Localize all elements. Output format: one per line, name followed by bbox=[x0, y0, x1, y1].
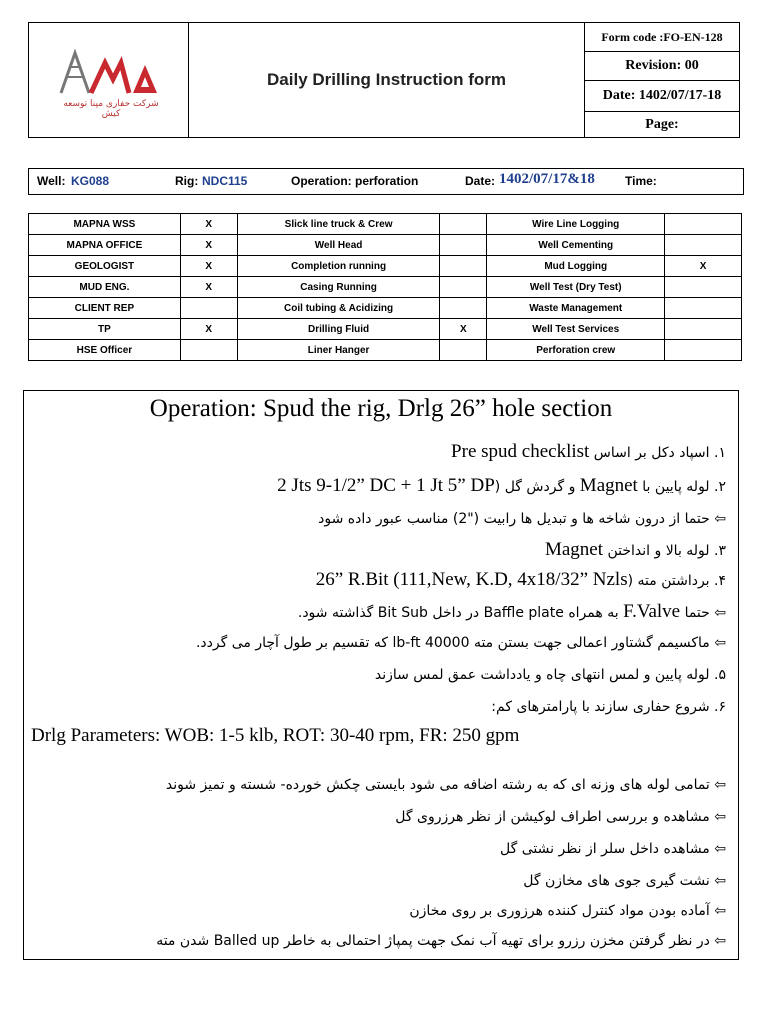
step-5: ۵. لوله پایین و لمس انتهای چاه و یادداشت عمق لمس سازند bbox=[374, 667, 726, 683]
label-cell: Well Test (Dry Test) bbox=[487, 277, 665, 298]
label-cell: Wire Line Logging bbox=[487, 214, 665, 235]
step-6: ۶. شروع حفاری سازند با پارامترهای کم: bbox=[491, 699, 726, 715]
check-cell bbox=[440, 214, 487, 235]
header-date: Date: 1402/07/17-18 bbox=[585, 81, 739, 112]
note-2: ⇦ مشاهده و بررسی اطراف لوکیشن از نظر هرزروی گل bbox=[395, 809, 726, 825]
label-cell: GEOLOGIST bbox=[29, 256, 181, 277]
page-number: Page: bbox=[645, 116, 679, 132]
form-code: Form code :FO-EN-128 bbox=[585, 23, 739, 52]
check-cell bbox=[665, 340, 742, 361]
table-row bbox=[29, 298, 742, 319]
date-value: 1402/07/17&18 bbox=[499, 171, 595, 187]
label-cell: Well Test Services bbox=[487, 319, 665, 340]
note-4: ⇦ نشت گیری جوی های مخازن گل bbox=[523, 873, 726, 889]
check-cell bbox=[440, 235, 487, 256]
crew-table bbox=[28, 213, 742, 361]
check-cell: X bbox=[180, 214, 237, 235]
label-cell: Perforation crew bbox=[487, 340, 665, 361]
table-row bbox=[29, 214, 742, 235]
drilling-parameters: Drlg Parameters: WOB: 1-5 klb, ROT: 30-40 rpm, FR: 250 gpm bbox=[31, 725, 520, 746]
operation-box bbox=[23, 390, 739, 960]
check-cell bbox=[440, 298, 487, 319]
operation-label: Operation: perforation bbox=[291, 174, 419, 188]
table-row bbox=[29, 235, 742, 256]
note-5: ⇦ آماده بودن مواد کنترل کننده هرزوری بر روی مخازن bbox=[409, 903, 726, 919]
check-cell bbox=[665, 277, 742, 298]
check-cell bbox=[665, 214, 742, 235]
check-cell bbox=[440, 340, 487, 361]
date-label: Date: bbox=[465, 174, 496, 188]
label-cell: HSE Officer bbox=[29, 340, 181, 361]
well-label: Well: bbox=[37, 174, 66, 188]
label-cell: CLIENT REP bbox=[29, 298, 181, 319]
form-title: Daily Drilling Instruction form bbox=[189, 23, 585, 137]
form-header bbox=[28, 22, 740, 138]
label-cell: Mud Logging bbox=[487, 256, 665, 277]
label-cell: Well Head bbox=[237, 235, 440, 256]
note-3: ⇦ مشاهده داخل سلر از نظر نشتی گل bbox=[500, 841, 726, 857]
label-cell: TP bbox=[29, 319, 181, 340]
check-cell bbox=[440, 277, 487, 298]
check-cell: X bbox=[180, 235, 237, 256]
table-row bbox=[29, 277, 742, 298]
step-4-note-2: ⇦ ماکسیمم گشتاور اعمالی جهت بستن مته 40000 lb-ft که تقسیم بر طول آچار می گردد. bbox=[195, 635, 726, 651]
label-cell: MAPNA OFFICE bbox=[29, 235, 181, 256]
well-info-row bbox=[28, 168, 744, 195]
well-value: KG088 bbox=[71, 174, 110, 188]
table-row bbox=[29, 340, 742, 361]
check-cell bbox=[665, 235, 742, 256]
logo-caption: شرکت حفاری مپنا توسعه کیش bbox=[63, 99, 159, 119]
label-cell: Casing Running bbox=[237, 277, 440, 298]
table-row bbox=[29, 319, 742, 340]
label-cell: Slick line truck & Crew bbox=[237, 214, 440, 235]
rig-label: Rig: bbox=[175, 174, 199, 188]
label-cell: Completion running bbox=[237, 256, 440, 277]
company-logo-icon bbox=[57, 49, 161, 97]
step-1: ۱. اسپاد دکل بر اساس Pre spud checklist bbox=[451, 441, 726, 462]
check-cell: X bbox=[665, 256, 742, 277]
check-cell: X bbox=[180, 319, 237, 340]
revision: Revision: 00 bbox=[585, 52, 739, 81]
rig-value: NDC115 bbox=[202, 174, 248, 188]
label-cell: Coil tubing & Acidizing bbox=[237, 298, 440, 319]
label-cell: Liner Hanger bbox=[237, 340, 440, 361]
step-3: ۳. لوله بالا و انداختن Magnet bbox=[544, 539, 726, 560]
step-2-note: ⇦ حتما از درون شاخه ها و تبدیل ها رابیت ("2) مناسب عبور داده شود bbox=[318, 511, 726, 527]
check-cell bbox=[180, 340, 237, 361]
step-4-note-1: ⇦ حتما F.Valve به همراه Baffle plate در داخل Bit Sub گذاشته شود. bbox=[297, 601, 726, 622]
form-meta bbox=[585, 23, 739, 137]
check-cell bbox=[440, 256, 487, 277]
check-cell bbox=[665, 298, 742, 319]
check-cell bbox=[180, 298, 237, 319]
note-1: ⇦ تمامی لوله های وزنه ای که به رشته اضافه می شود بایستی چکش خورده- شسته و تمیز شوند bbox=[165, 777, 726, 793]
check-cell: X bbox=[440, 319, 487, 340]
note-6: ⇦ در نظر گرفتن مخزن رزرو برای تهیه آب نمک جهت پمپاژ احتمالی به خاطر Balled up شدن مته bbox=[156, 933, 726, 949]
logo-cell bbox=[29, 23, 189, 137]
check-cell: X bbox=[180, 277, 237, 298]
label-cell: Waste Management bbox=[487, 298, 665, 319]
label-cell: MAPNA WSS bbox=[29, 214, 181, 235]
check-cell bbox=[665, 319, 742, 340]
label-cell: Drilling Fluid bbox=[237, 319, 440, 340]
label-cell: Well Cementing bbox=[487, 235, 665, 256]
step-4: ۴. برداشتن مته (26” R.Bit (111,New, K.D, 4x18/32” Nzls bbox=[315, 569, 726, 590]
step-2: ۲. لوله پایین با Magnet و گردش گل (2 Jts 9-1/2” DC + 1 Jt 5” DP bbox=[277, 475, 726, 496]
table-row bbox=[29, 256, 742, 277]
label-cell: MUD ENG. bbox=[29, 277, 181, 298]
check-cell: X bbox=[180, 256, 237, 277]
operation-title: Operation: Spud the rig, Drlg 26” hole section bbox=[149, 395, 613, 422]
time-label: Time: bbox=[625, 174, 657, 188]
